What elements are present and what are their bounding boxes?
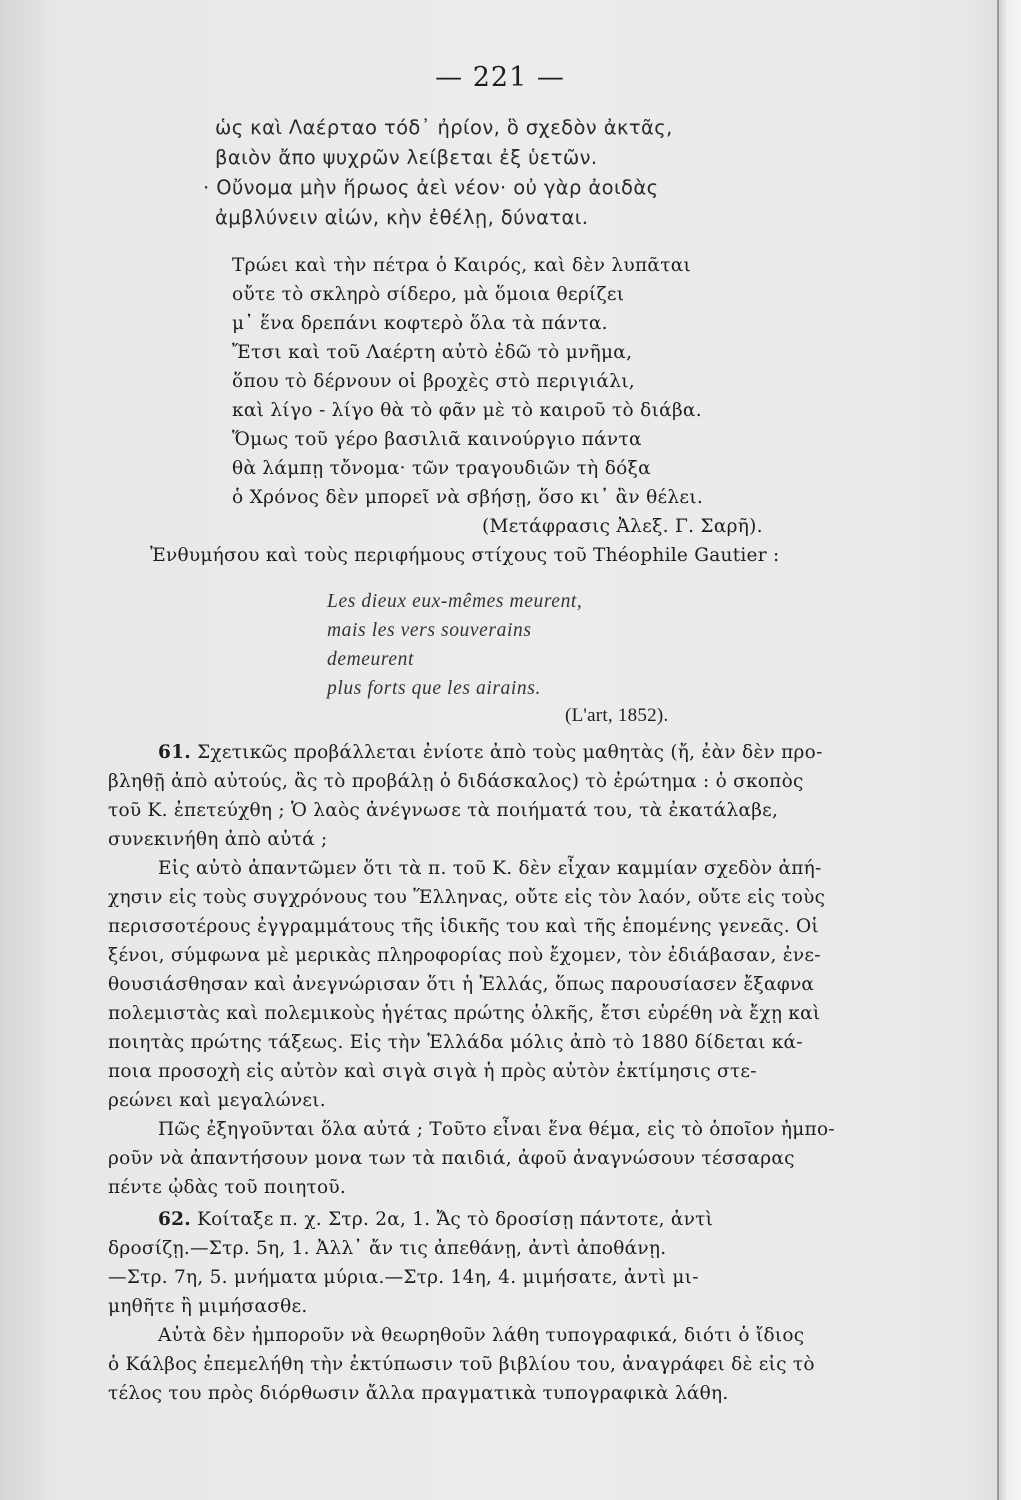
paragraph-line: ὁ Κάλβος ἐπεμελήθη τὴν ἐκτύπωσιν τοῦ βιβλίου του, ἀναγράφει δὲ εἰς τὸ [108, 1354, 815, 1375]
paragraph-line: ξένοι, σύμφωνα μὲ μερικὰς πληροφορίας ποὺ ἔχομεν, τὸν ἐδιάβασαν, ἐνε- [108, 945, 821, 966]
translation-line: οὔτε τὸ σκληρὸ σίδερο, μὰ ὅμοια θερίζει [232, 284, 625, 305]
page-edge [997, 0, 1021, 1500]
paragraph-line: πολεμιστὰς καὶ πολεμικοὺς ἡγέτας πρώτης ὁλκῆς, ἔτσι εὑρέθη νὰ ἔχῃ καὶ [108, 1003, 821, 1024]
paragraph-line: μηθῆτε ἢ μιμήσασθε. [108, 1296, 308, 1317]
gautier-line: plus forts que les airains. [327, 678, 541, 699]
paragraph-line: τοῦ Κ. ἐπετεύχθη ; Ὁ λαὸς ἀνέγνωσε τὰ ποιήματά του, τὰ ἐκατάλαβε, [108, 800, 779, 821]
paragraph-line: ρεώνει καὶ μεγαλώνει. [108, 1090, 326, 1111]
translation-line: καὶ λίγο - λίγο θὰ τὸ φᾶν μὲ τὸ καιροῦ τὸ διάβα. [232, 400, 702, 421]
paragraph-line: συνεκινήθη ἀπὸ αὐτά ; [108, 829, 328, 850]
translation-line: θὰ λάμπῃ τὄνομα· τῶν τραγουδιῶν τὴ δόξα [232, 458, 651, 479]
section-number: 62. [158, 1209, 191, 1230]
gautier-source: (L'art, 1852). [565, 705, 669, 726]
paragraph-line: Αὐτὰ δὲν ἠμποροῦν νὰ θεωρηθοῦν λάθη τυπογραφικά, διότι ὁ ἴδιος [158, 1325, 805, 1346]
paragraph-line: τέλος του πρὸς διόρθωσιν ἄλλα πραγματικὰ τυπογραφικὰ λάθη. [108, 1383, 729, 1404]
paragraph-line: πέντε ᾠδὰς τοῦ ποιητοῦ. [108, 1177, 347, 1198]
gautier-line: Les dieux eux-mêmes meurent, [327, 591, 583, 612]
translation-line: Ἔτσι καὶ τοῦ Λαέρτη αὐτὸ ἐδῶ τὸ μνῆμα, [232, 342, 633, 363]
gautier-line: demeurent [327, 649, 414, 670]
translation-line: Ὅμως τοῦ γέρο βασιλιᾶ καινούργιο πάντα [232, 429, 642, 450]
translation-line: μ᾿ ἕνα δρεπάνι κοφτερὸ ὅλα τὰ πάντα. [232, 313, 608, 334]
paragraph-line: ροῦν νὰ ἀπαντήσουν μονα των τὰ παιδιά, ἀφοῦ ἀναγνώσουν τέσσαρας [108, 1148, 795, 1169]
translation-line: ὅπου τὸ δέρνουν οἱ βροχὲς στὸ περιγιάλι, [232, 371, 635, 392]
gautier-intro: Ἐνθυμήσου καὶ τοὺς περιφήμους στίχους τοῦ Théophile Gautier : [150, 545, 780, 566]
epigram-line: ὡς καὶ Λαέρταο τόδ᾿ ἠρίον, ὃ σχεδὸν ἀκτᾶς, [215, 116, 673, 139]
epigram-line: ἀμβλύνειν αἰών, κὴν ἐθέλῃ, δύναται. [215, 206, 589, 229]
paragraph-line: Εἰς αὐτὸ ἀπαντῶμεν ὅτι τὰ π. τοῦ Κ. δὲν εἶχαν καμμίαν σχεδὸν ἀπή- [158, 858, 822, 879]
paragraph-line: —Στρ. 7η, 5. μνήματα μύρια.—Στρ. 14η, 4. μιμήσατε, ἀντὶ μι- [108, 1267, 699, 1288]
paragraph-line: Πῶς ἐξηγοῦνται ὅλα αὐτά ; Τοῦτο εἶναι ἕνα θέμα, εἰς τὸ ὁποῖον ἠμπο- [158, 1119, 835, 1140]
paragraph-line: δροσίζῃ.—Στρ. 5η, 1. Ἀλλ᾿ ἄν τις ἀπεθάνῃ, ἀντὶ ἀποθάνῃ. [108, 1238, 667, 1259]
section-61-first-line [158, 742, 823, 763]
paragraph-line: ποιητὰς πρώτης τάξεως. Εἰς τὴν Ἑλλάδα μόλις ἀπὸ τὸ 1880 δίδεται κά- [108, 1032, 803, 1053]
paragraph-line: ποια προσοχὴ εἰς αὐτὸν καὶ σιγὰ σιγὰ ἡ πρὸς αὐτὸν ἐκτίμησις στε- [108, 1061, 757, 1082]
paragraph-line: βληθῇ ἀπὸ αὐτούς, ἂς τὸ προβάλῃ ὁ διδάσκαλος) τὸ ἐρώτημα : ὁ σκοπὸς [108, 771, 804, 792]
translation-credit: (Μετάφρασις Ἀλεξ. Γ. Σαρῆ). [482, 516, 763, 537]
paragraph-line: χησιν εἰς τοὺς συγχρόνους του Ἕλληνας, οὔτε εἰς τὸν λαόν, οὔτε εἰς τοὺς [108, 887, 826, 908]
paragraph-line: περισσοτέρους ἐγγραμμάτους τῆς ἰδικῆς του καὶ τῆς ἑπομένης γενεᾶς. Οἱ [108, 916, 819, 937]
translation-line: ὁ Χρόνος δὲν μπορεῖ νὰ σβήσῃ, ὅσο κι᾿ ἂν θέλει. [232, 487, 704, 508]
paragraph-line: Σχετικῶς προβάλλεται ἐνίοτε ἀπὸ τοὺς μαθητὰς (ἤ, ἐὰν δὲν προ- [197, 742, 823, 763]
section-62-first-line [158, 1209, 713, 1230]
gautier-line: mais les vers souverains [327, 620, 532, 641]
translation-line: Τρώει καὶ τὴν πέτρα ὁ Καιρός, καὶ δὲν λυπᾶται [232, 255, 692, 276]
epigram-line: · Οὔνομα μὴν ἥρωος ἀεὶ νέον· οὐ γὰρ ἀοιδὰς [203, 176, 659, 199]
epigram-line: βαιὸν ἄπο ψυχρῶν λείβεται ἐξ ὑετῶν. [215, 146, 598, 169]
paragraph-line: θουσιάσθησαν καὶ ἀνεγνώρισαν ὅτι ἡ Ἑλλάς, ὅπως παρουσίασεν ἔξαφνα [108, 974, 815, 995]
paragraph-line: Κοίταξε π. χ. Στρ. 2α, 1. Ἄς τὸ δροσίσῃ πάντοτε, ἀντὶ [197, 1209, 714, 1230]
section-number: 61. [158, 742, 191, 763]
page-number: — 221 — [435, 62, 565, 93]
